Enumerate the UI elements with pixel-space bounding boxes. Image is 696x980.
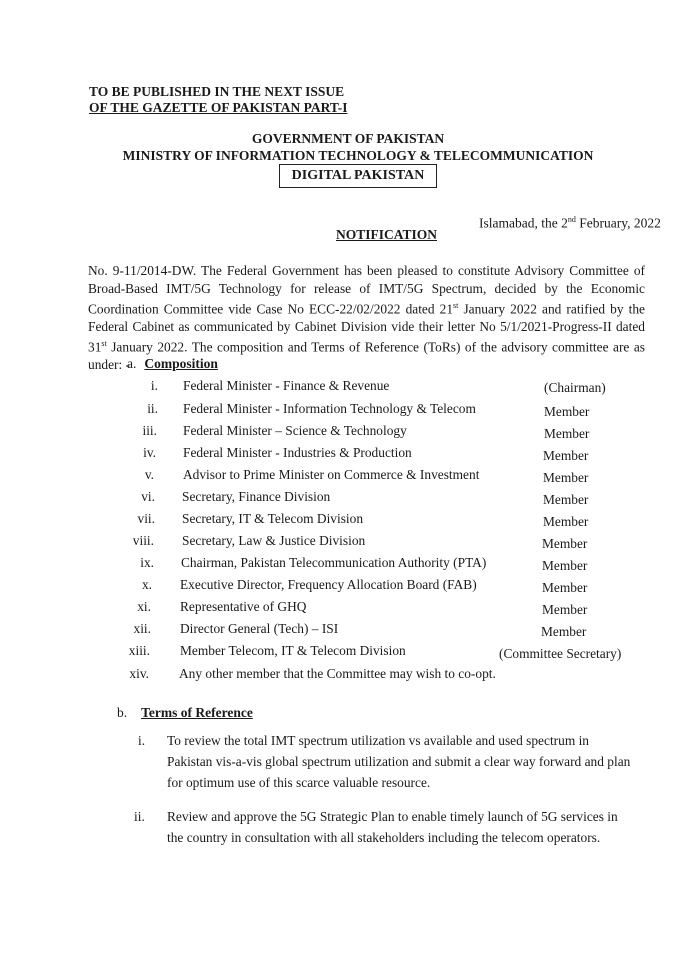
- member-name: Member Telecom, IT & Telecom Division: [180, 643, 406, 658]
- member-number: viii.: [132, 533, 154, 548]
- dateline: [479, 215, 661, 232]
- member-role: Member: [542, 602, 588, 617]
- member-name: Director General (Tech) – ISI: [180, 621, 339, 636]
- member-row: [0, 621, 696, 639]
- tor-text: To review the total IMT spectrum utilization vs available and used spectrum in Pakistan vis-a-vis global spectrum utilization and submit a clear way forward and plan for optimum use of this scarce valuable resource.: [167, 733, 631, 790]
- member-role: (Chairman): [544, 380, 606, 395]
- member-number: iii.: [142, 423, 157, 438]
- intro-part-3: January 2022. The composition and Terms of Reference (ToRs) of the advisory committee are as under: -: [88, 339, 645, 373]
- member-number: xiv.: [129, 666, 149, 681]
- member-row: [0, 489, 696, 507]
- member-role: Member: [542, 536, 588, 551]
- member-role: Member: [541, 624, 587, 639]
- member-row: [0, 555, 696, 573]
- member-number: xii.: [133, 621, 151, 636]
- member-name: Federal Minister - Information Technology & Telecom: [183, 401, 476, 416]
- tor-number: ii.: [134, 809, 145, 824]
- member-name: Executive Director, Frequency Allocation Board (FAB): [180, 577, 477, 592]
- member-number: v.: [144, 467, 154, 482]
- ministry-heading: MINISTRY OF INFORMATION TECHNOLOGY & TELECOMMUNICATION: [122, 148, 594, 163]
- member-role: Member: [543, 514, 589, 529]
- member-row: [0, 467, 696, 485]
- member-role: Member: [544, 426, 590, 441]
- member-row: [0, 577, 696, 595]
- member-name: Federal Minister - Industries & Production: [183, 445, 412, 460]
- member-number: x.: [141, 577, 152, 592]
- member-number: iv.: [143, 445, 156, 460]
- government-heading: GOVERNMENT OF PAKISTAN: [251, 131, 445, 146]
- intro-part-2: January 2022 and ratified by the Federal Cabinet as communicated by Cabinet Division vide their letter No 5/1/2021-Progress-II dated 31: [88, 301, 645, 355]
- gazette-line-1: TO BE PUBLISHED IN THE NEXT ISSUE: [89, 84, 345, 99]
- member-row: [0, 445, 696, 463]
- member-name: Secretary, Finance Division: [182, 489, 331, 504]
- member-row: [0, 401, 696, 419]
- dateline-prefix: Islamabad, the 2: [479, 215, 568, 231]
- member-role: Member: [543, 492, 589, 507]
- member-role: Member: [543, 448, 589, 463]
- member-name: Federal Minister – Science & Technology: [183, 423, 407, 438]
- member-name: Federal Minister - Finance & Revenue: [183, 378, 390, 393]
- member-number: ii.: [147, 401, 158, 416]
- member-name: Any other member that the Committee may wish to co-opt.: [179, 666, 496, 681]
- terms-letter: b.: [117, 705, 128, 720]
- member-row: [0, 511, 696, 529]
- tor-text: Review and approve the 5G Strategic Plan to enable timely launch of 5G services in the country in consultation with all stakeholders including the telecom operators.: [167, 809, 618, 845]
- composition-letter: a.: [127, 356, 137, 371]
- member-role: Member: [542, 558, 588, 573]
- member-name: Chairman, Pakistan Telecommunication Authority (PTA): [181, 555, 487, 570]
- member-row: [0, 666, 696, 684]
- member-number: vii.: [137, 511, 155, 526]
- composition-title: Composition: [144, 356, 218, 371]
- member-row: [0, 643, 696, 661]
- terms-heading: [117, 705, 253, 721]
- member-row: [0, 533, 696, 551]
- member-row: [0, 599, 696, 617]
- member-row: [0, 378, 696, 396]
- notification-title: NOTIFICATION: [336, 227, 438, 242]
- dateline-sup: nd: [567, 215, 576, 224]
- member-role: Member: [542, 580, 588, 595]
- member-number: i.: [150, 378, 158, 393]
- intro-sup-1: st: [453, 301, 459, 310]
- intro-part-1: No. 9-11/2014-DW. The Federal Government has been pleased to constitute Advisory Committee of Broad-Based IMT/5G Technology for release of IMT/5G Spectrum, decided by the Economic Coordination Committee vide Case No ECC-22/02/2022 dated 21: [88, 263, 645, 317]
- member-number: xiii.: [128, 643, 150, 658]
- member-name: Secretary, Law & Justice Division: [182, 533, 366, 548]
- intro-sup-2: st: [101, 339, 107, 349]
- composition-heading: [127, 356, 218, 372]
- terms-title: Terms of Reference: [141, 705, 253, 720]
- member-number: vi.: [141, 489, 155, 504]
- member-role: Member: [543, 470, 589, 485]
- tor-item: [138, 730, 638, 796]
- gazette-notice: [89, 84, 347, 116]
- member-name: Representative of GHQ: [180, 599, 307, 614]
- tor-item: [134, 806, 638, 850]
- member-role: Member: [544, 404, 590, 419]
- member-row: [0, 423, 696, 441]
- member-number: xi.: [137, 599, 151, 614]
- dateline-suffix: February, 2022: [575, 215, 661, 231]
- member-name: Advisor to Prime Minister on Commerce & Investment: [183, 467, 480, 482]
- division-box: DIGITAL PAKISTAN: [279, 164, 437, 188]
- member-name: Secretary, IT & Telecom Division: [182, 511, 364, 526]
- member-number: ix.: [140, 555, 154, 570]
- tor-number: i.: [138, 733, 146, 748]
- member-role: (Committee Secretary): [499, 646, 622, 661]
- gazette-line-2: OF THE GAZETTE OF PAKISTAN PART-I: [89, 100, 348, 115]
